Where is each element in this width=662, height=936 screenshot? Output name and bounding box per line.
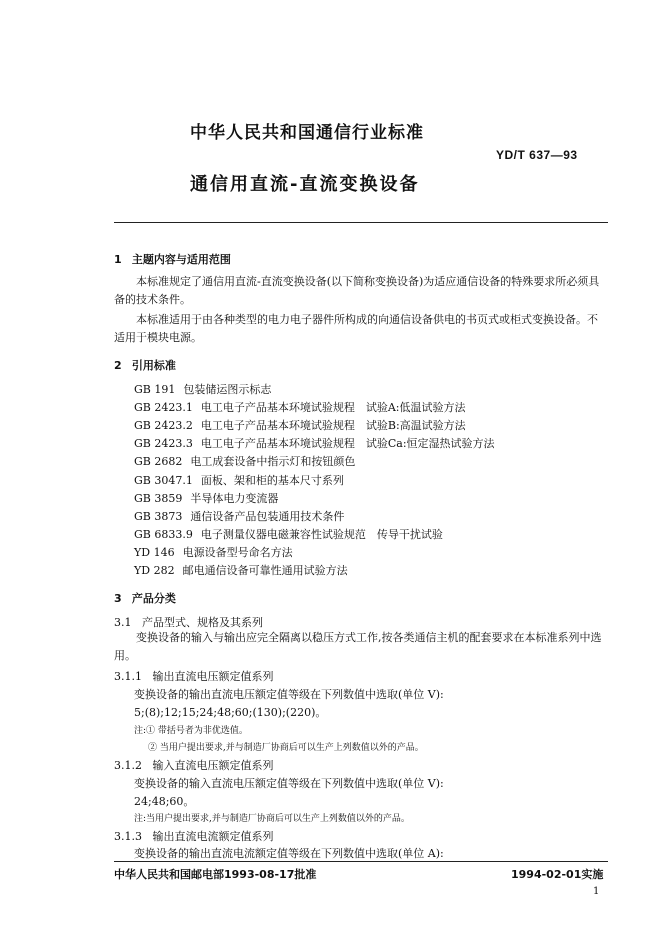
subsection-title: 输出直流电流额定值系列 [152,830,274,843]
reference-code: YD 282 [134,564,175,577]
voltage-values: 5;(8);12;15;24;48;60;(130);(220)。 [134,706,327,719]
reference-code: GB 2423.1 [134,401,193,414]
subsection-3-1-2-text: 变换设备的输入直流电压额定值等级在下列数值中选取(单位 V): [134,777,444,790]
reference-title: 面板、架和柜的基本尺寸系列 [200,474,344,487]
reference-code: GB 2423.3 [134,437,193,450]
reference-code: GB 191 [134,383,176,396]
document-title: 通信用直流-直流变换设备 [190,174,420,195]
section-2-heading [114,357,176,373]
subsection-number: 3.1.3 [114,830,142,843]
reference-item [134,453,355,469]
reference-item [134,399,466,415]
note-2: ② 当用户提出要求,并与制造厂协商后可以生产上列数值以外的产品。 [148,743,424,753]
reference-code: GB 2423.2 [134,419,193,432]
reference-title: 半导体电力变流器 [190,492,279,505]
reference-item [134,472,344,488]
reference-code: GB 3873 [134,510,183,523]
reference-item [134,435,495,451]
section-title: 引用标准 [131,359,176,372]
header-divider [114,222,608,223]
section-1-paragraph-1: 本标准规定了通信用直流-直流变换设备(以下简称变换设备)为适应通信设备的特殊要求所必须具备的技术条件。 [114,275,600,306]
footer-divider [114,861,608,862]
subsection-3-1-3-text: 变换设备的输出直流电流额定值等级在下列数值中选取(单位 A): [134,847,444,860]
effective-date: 1994-02-01实施 [511,868,604,881]
subsection-title: 输出直流电压额定值系列 [152,670,274,683]
reference-code: GB 2682 [134,455,183,468]
subsection-3-1-1-heading [114,668,274,684]
section-title: 主题内容与适用范围 [131,253,231,266]
standard-code: YD/T 637—93 [496,148,578,162]
subsection-3-1-1-text: 变换设备的输出直流电压额定值等级在下列数值中选取(单位 V): [134,688,444,701]
reference-item [134,417,466,433]
section-number: 2 [114,359,122,372]
reference-item [134,544,293,560]
subsection-number: 3.1.1 [114,670,142,683]
subsection-3-1-2-heading [114,757,274,773]
subsection-title: 输入直流电压额定值系列 [152,759,274,772]
subsection-number: 3.1 [114,616,132,629]
section-number: 1 [114,253,122,266]
section-number: 3 [114,592,122,605]
section-1-paragraph-2: 本标准适用于由各种类型的电力电子器件所构成的向通信设备供电的书页式或柜式变换设备。不适用于模块电源。 [114,313,598,344]
page-number: 1 [593,886,600,897]
reference-title: 电子测量仪器电磁兼容性试验规范 传导干扰试验 [200,528,443,541]
reference-title: 电工成套设备中指示灯和按钮颜色 [190,455,356,468]
reference-item [134,526,443,542]
reference-item [134,562,348,578]
reference-title: 电源设备型号命名方法 [182,546,293,559]
subsection-3-1-3-heading [114,828,274,844]
reference-code: GB 3047.1 [134,474,193,487]
issuing-organization: 中华人民共和国通信行业标准 [190,123,424,143]
section-title: 产品分类 [131,592,176,605]
subsection-number: 3.1.2 [114,759,142,772]
reference-title: 电工电子产品基本环境试验规程 试验Ca:恒定湿热试验方法 [200,437,495,450]
reference-title: 邮电通信设备可靠性通用试验方法 [182,564,348,577]
section-3-heading [114,590,176,606]
reference-title: 电工电子产品基本环境试验规程 试验A:低温试验方法 [200,401,466,414]
reference-title: 包装储运图示标志 [183,383,272,396]
reference-item [134,508,344,524]
note: 注:当用户提出要求,并与制造厂协商后可以生产上列数值以外的产品。 [134,814,410,824]
subsection-title: 产品型式、规格及其系列 [142,616,263,629]
approval-statement: 中华人民共和国邮电部1993-08-17批准 [114,868,317,881]
subsection-3-1-heading [114,614,263,630]
reference-code: GB 6833.9 [134,528,193,541]
reference-title: 通信设备产品包装通用技术条件 [190,510,345,523]
reference-item [134,490,278,506]
reference-code: YD 146 [134,546,175,559]
subsection-3-1-text: 变换设备的输入与输出应完全隔离以稳压方式工作,按各类通信主机的配套要求在本标准系列中选用。 [114,631,602,662]
reference-title: 电工电子产品基本环境试验规程 试验B:高温试验方法 [200,419,466,432]
reference-code: GB 3859 [134,492,183,505]
note-1: 注:① 带括号者为非优选值。 [134,726,248,736]
section-1-heading [114,251,231,267]
reference-item [134,381,271,397]
input-voltage-values: 24;48;60。 [134,795,195,808]
